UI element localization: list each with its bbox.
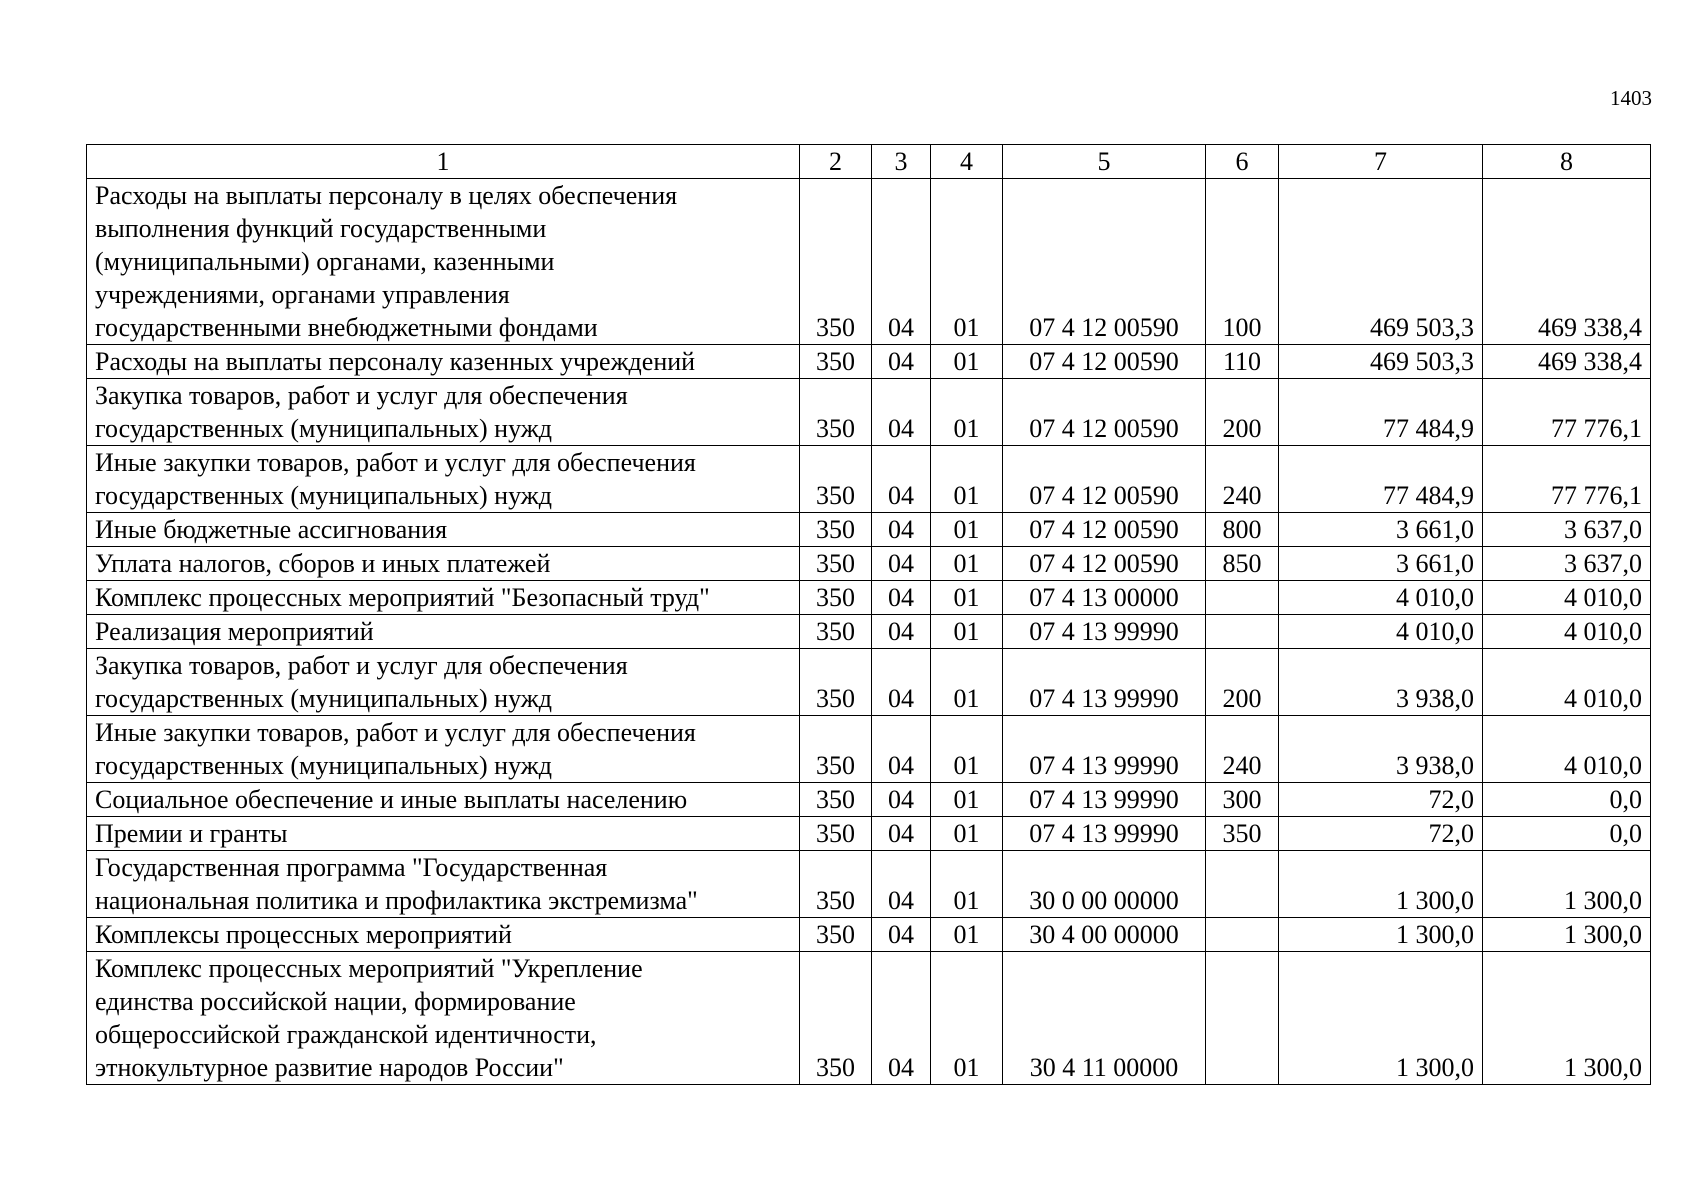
subsection-code-cell: 01 [931,851,1003,918]
description-cell: Иные закупки товаров, работ и услуг для обеспечения государственных (муниципальных) нужд [87,446,800,513]
ministry-code-cell: 350 [800,446,872,513]
amount-year1-cell: 1 300,0 [1279,952,1483,1085]
amount-year1-cell: 3 938,0 [1279,649,1483,716]
amount-year1-cell: 4 010,0 [1279,615,1483,649]
target-article-cell: 07 4 12 00590 [1003,379,1206,446]
ministry-code-cell: 350 [800,615,872,649]
amount-year2-cell: 0,0 [1483,783,1651,817]
amount-year1-cell: 469 503,3 [1279,179,1483,345]
section-code-cell: 04 [872,547,931,581]
table-row [87,345,1651,379]
table-row [87,547,1651,581]
description-cell: Расходы на выплаты персоналу казенных учреждений [87,345,800,379]
section-code-cell: 04 [872,513,931,547]
section-code-cell: 04 [872,345,931,379]
description-cell: Премии и гранты [87,817,800,851]
table-row [87,918,1651,952]
ministry-code-cell: 350 [800,952,872,1085]
table-row [87,379,1651,446]
amount-year1-cell: 4 010,0 [1279,581,1483,615]
expense-type-cell [1206,615,1279,649]
description-cell: Иные бюджетные ассигнования [87,513,800,547]
target-article-cell: 07 4 13 00000 [1003,581,1206,615]
subsection-code-cell: 01 [931,817,1003,851]
section-code-cell: 04 [872,851,931,918]
description-cell: Комплекс процессных мероприятий "Безопасный труд" [87,581,800,615]
table-row [87,615,1651,649]
expense-type-cell: 200 [1206,379,1279,446]
ministry-code-cell: 350 [800,783,872,817]
subsection-code-cell: 01 [931,179,1003,345]
target-article-cell: 07 4 13 99990 [1003,716,1206,783]
amount-year2-cell: 3 637,0 [1483,547,1651,581]
header-cell: 2 [800,145,872,179]
ministry-code-cell: 350 [800,179,872,345]
subsection-code-cell: 01 [931,379,1003,446]
section-code-cell: 04 [872,379,931,446]
subsection-code-cell: 01 [931,615,1003,649]
description-cell: Уплата налогов, сборов и иных платежей [87,547,800,581]
section-code-cell: 04 [872,817,931,851]
amount-year2-cell: 1 300,0 [1483,851,1651,918]
target-article-cell: 07 4 13 99990 [1003,649,1206,716]
amount-year1-cell: 469 503,3 [1279,345,1483,379]
subsection-code-cell: 01 [931,649,1003,716]
ministry-code-cell: 350 [800,379,872,446]
table-row [87,716,1651,783]
table-row [87,446,1651,513]
amount-year2-cell: 77 776,1 [1483,446,1651,513]
table-row [87,817,1651,851]
table-row [87,783,1651,817]
subsection-code-cell: 01 [931,783,1003,817]
section-code-cell: 04 [872,783,931,817]
expense-type-cell: 240 [1206,716,1279,783]
section-code-cell: 04 [872,615,931,649]
table-body [87,179,1651,1085]
expense-type-cell: 800 [1206,513,1279,547]
amount-year2-cell: 3 637,0 [1483,513,1651,547]
table-row [87,581,1651,615]
amount-year2-cell: 469 338,4 [1483,345,1651,379]
amount-year2-cell: 0,0 [1483,817,1651,851]
amount-year1-cell: 77 484,9 [1279,446,1483,513]
table-header-row [87,145,1651,179]
target-article-cell: 07 4 12 00590 [1003,345,1206,379]
subsection-code-cell: 01 [931,547,1003,581]
ministry-code-cell: 350 [800,581,872,615]
header-cell: 8 [1483,145,1651,179]
section-code-cell: 04 [872,581,931,615]
subsection-code-cell: 01 [931,446,1003,513]
ministry-code-cell: 350 [800,547,872,581]
ministry-code-cell: 350 [800,716,872,783]
target-article-cell: 07 4 13 99990 [1003,615,1206,649]
amount-year2-cell: 469 338,4 [1483,179,1651,345]
subsection-code-cell: 01 [931,513,1003,547]
expense-type-cell [1206,851,1279,918]
target-article-cell: 07 4 12 00590 [1003,547,1206,581]
amount-year1-cell: 3 938,0 [1279,716,1483,783]
amount-year1-cell: 1 300,0 [1279,851,1483,918]
expense-type-cell: 100 [1206,179,1279,345]
target-article-cell: 07 4 13 99990 [1003,817,1206,851]
description-cell: Реализация мероприятий [87,615,800,649]
ministry-code-cell: 350 [800,513,872,547]
section-code-cell: 04 [872,649,931,716]
description-cell: Иные закупки товаров, работ и услуг для обеспечения государственных (муниципальных) нужд [87,716,800,783]
header-cell: 3 [872,145,931,179]
target-article-cell: 07 4 12 00590 [1003,179,1206,345]
ministry-code-cell: 350 [800,345,872,379]
amount-year1-cell: 77 484,9 [1279,379,1483,446]
subsection-code-cell: 01 [931,918,1003,952]
target-article-cell: 07 4 12 00590 [1003,446,1206,513]
expense-type-cell: 240 [1206,446,1279,513]
section-code-cell: 04 [872,918,931,952]
amount-year1-cell: 1 300,0 [1279,918,1483,952]
amount-year1-cell: 72,0 [1279,783,1483,817]
amount-year1-cell: 72,0 [1279,817,1483,851]
header-cell: 4 [931,145,1003,179]
amount-year2-cell: 1 300,0 [1483,918,1651,952]
amount-year2-cell: 4 010,0 [1483,615,1651,649]
description-cell: Комплексы процессных мероприятий [87,918,800,952]
expense-type-cell: 350 [1206,817,1279,851]
expense-type-cell: 300 [1206,783,1279,817]
description-cell: Закупка товаров, работ и услуг для обеспечения государственных (муниципальных) нужд [87,649,800,716]
target-article-cell: 30 0 00 00000 [1003,851,1206,918]
description-cell: Закупка товаров, работ и услуг для обеспечения государственных (муниципальных) нужд [87,379,800,446]
description-cell: Социальное обеспечение и иные выплаты населению [87,783,800,817]
ministry-code-cell: 350 [800,851,872,918]
table-row [87,851,1651,918]
section-code-cell: 04 [872,179,931,345]
ministry-code-cell: 350 [800,649,872,716]
amount-year2-cell: 4 010,0 [1483,649,1651,716]
expense-type-cell [1206,952,1279,1085]
page-number: 1403 [1610,86,1652,110]
description-cell: Государственная программа "Государственная национальная политика и профилактика экстремизма" [87,851,800,918]
amount-year1-cell: 3 661,0 [1279,513,1483,547]
header-cell: 1 [87,145,800,179]
target-article-cell: 07 4 13 99990 [1003,783,1206,817]
subsection-code-cell: 01 [931,716,1003,783]
section-code-cell: 04 [872,446,931,513]
header-cell: 7 [1279,145,1483,179]
expense-type-cell: 110 [1206,345,1279,379]
target-article-cell: 30 4 00 00000 [1003,918,1206,952]
expense-type-cell [1206,918,1279,952]
expense-type-cell: 200 [1206,649,1279,716]
amount-year1-cell: 3 661,0 [1279,547,1483,581]
subsection-code-cell: 01 [931,345,1003,379]
description-cell: Комплекс процессных мероприятий "Укрепление единства российской нации, формирование общероссийской гражданской идентичности, этнокультурное развитие народов России" [87,952,800,1085]
table-row [87,179,1651,345]
ministry-code-cell: 350 [800,918,872,952]
subsection-code-cell: 01 [931,581,1003,615]
budget-table [86,144,1651,1085]
table-row [87,952,1651,1085]
table-row [87,649,1651,716]
amount-year2-cell: 1 300,0 [1483,952,1651,1085]
subsection-code-cell: 01 [931,952,1003,1085]
header-cell: 5 [1003,145,1206,179]
amount-year2-cell: 4 010,0 [1483,581,1651,615]
ministry-code-cell: 350 [800,817,872,851]
target-article-cell: 30 4 11 00000 [1003,952,1206,1085]
amount-year2-cell: 4 010,0 [1483,716,1651,783]
expense-type-cell: 850 [1206,547,1279,581]
expense-type-cell [1206,581,1279,615]
target-article-cell: 07 4 12 00590 [1003,513,1206,547]
amount-year2-cell: 77 776,1 [1483,379,1651,446]
section-code-cell: 04 [872,952,931,1085]
table-row [87,513,1651,547]
section-code-cell: 04 [872,716,931,783]
header-cell: 6 [1206,145,1279,179]
description-cell: Расходы на выплаты персоналу в целях обеспечения выполнения функций государственными (муниципальными) органами, казенными учреждениями, органами управления государственными внебюджетными фондами [87,179,800,345]
